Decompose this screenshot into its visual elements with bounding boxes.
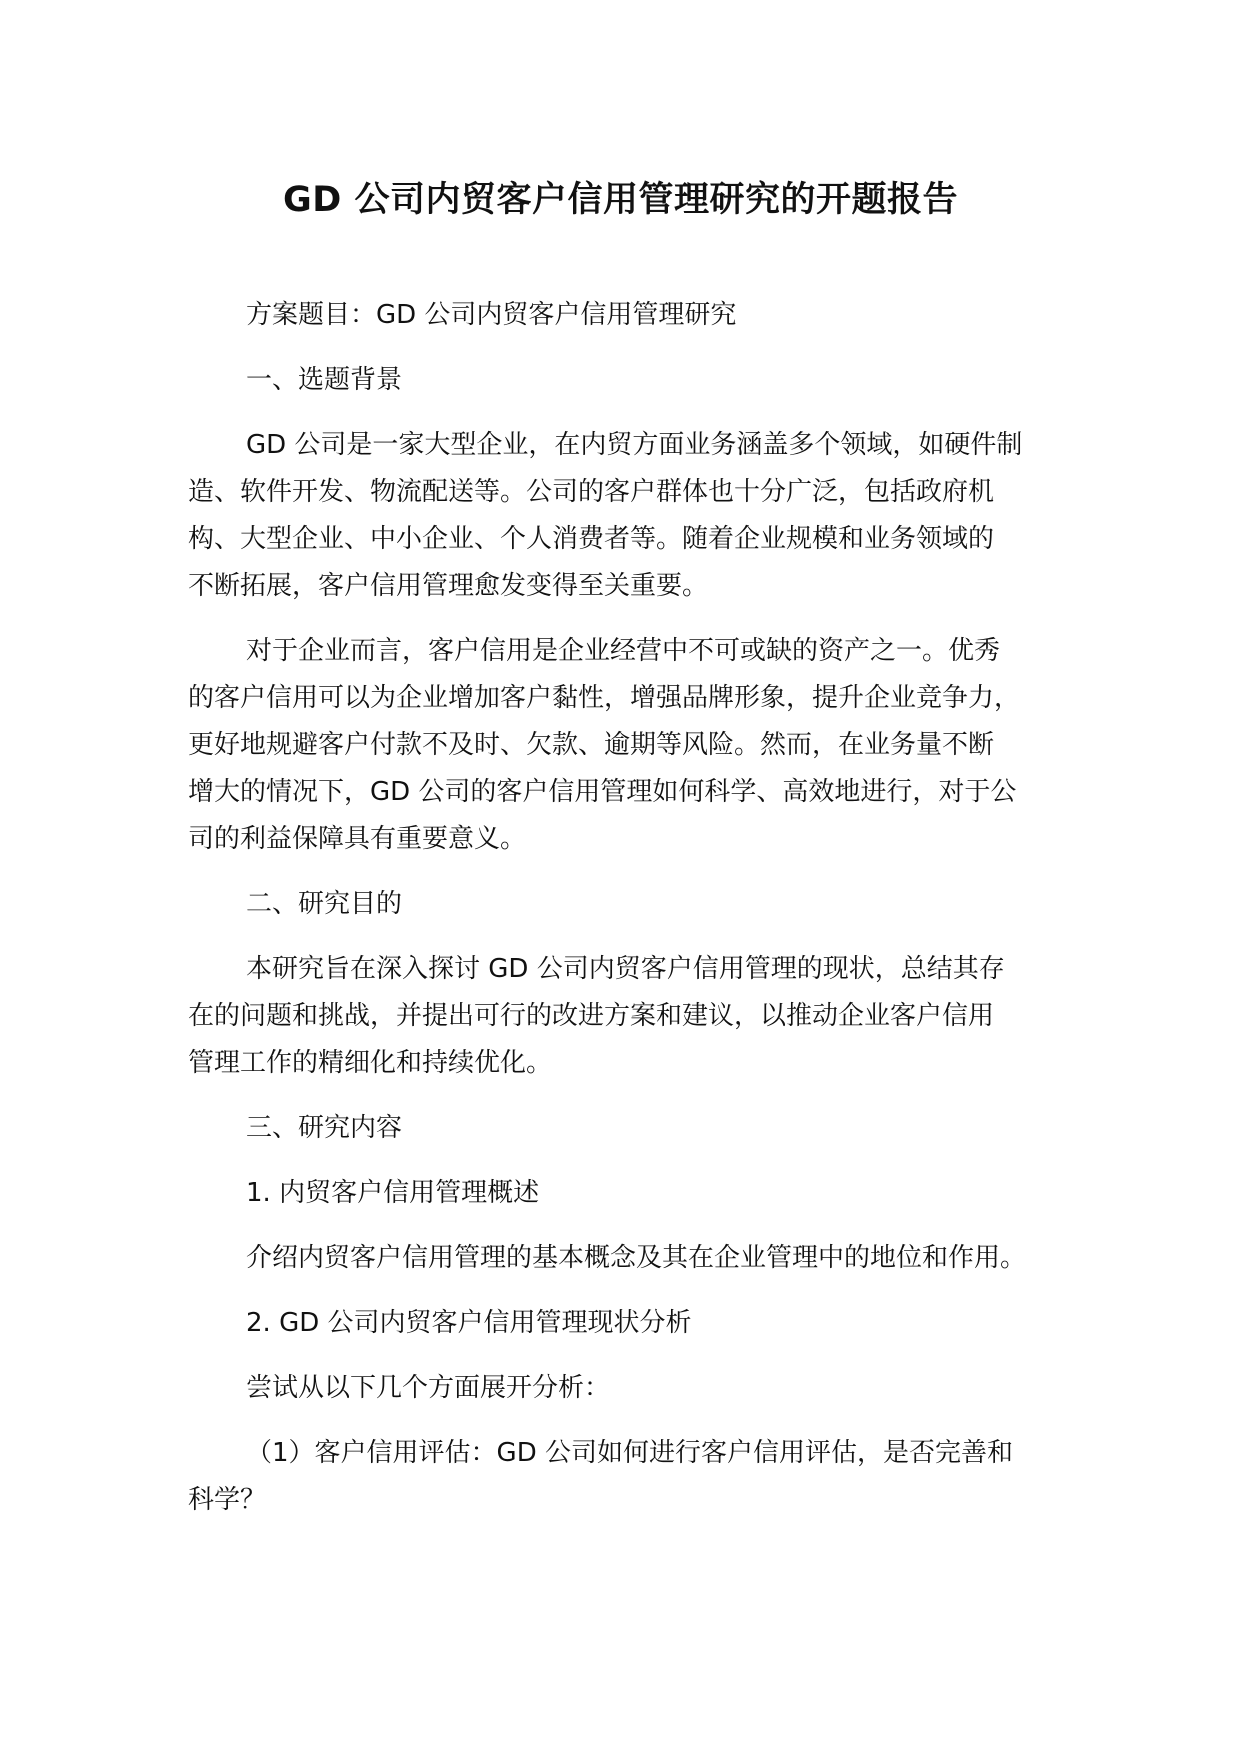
paragraph-background-2: 对于企业而言，客户信用是企业经营中不可或缺的资产之一。优秀 的客户信用可以为企业增加客户黏性，增强品牌形象，提升企业竞争力， 更好地规避客户付款不及时、欠款、逾期等风险。然而，在业务量不断 增大的情况下，GD 公司的客户信用管理如何科学、高效地进行，对于公 司的利益保障具有重要意义。 xyxy=(188,636,1021,854)
section-heading-content: 三、研究内容 xyxy=(246,1113,403,1143)
section-heading-purpose: 二、研究目的 xyxy=(246,889,403,919)
paragraph-purpose: 本研究旨在深入探讨 GD 公司内贸客户信用管理的现状，总结其存 在的问题和挑战，并提出可行的改进方案和建议，以推动企业客户信用 管理工作的精细化和持续优化。 xyxy=(188,954,1005,1078)
section-heading-background: 一、选题背景 xyxy=(246,365,403,395)
list-item-credit-evaluation: （1）客户信用评估：GD 公司如何进行客户信用评估，是否完善和 科学？ xyxy=(188,1438,1013,1515)
paragraph-analysis-intro: 尝试从以下几个方面展开分析： xyxy=(246,1373,611,1403)
document-body xyxy=(188,292,1088,1524)
subheading-overview: 1. 内贸客户信用管理概述 xyxy=(246,1178,540,1208)
proposal-topic: 方案题目：GD 公司内贸客户信用管理研究 xyxy=(246,300,737,330)
document-title: GD 公司内贸客户信用管理研究的开题报告 xyxy=(283,180,958,220)
paragraph-overview: 介绍内贸客户信用管理的基本概念及其在企业管理中的地位和作用。 xyxy=(246,1243,1027,1273)
paragraph-background-1: GD 公司是一家大型企业，在内贸方面业务涵盖多个领域，如硬件制 造、软件开发、物流配送等。公司的客户群体也十分广泛，包括政府机 构、大型企业、中小企业、个人消费者等。随着企业规模和业务领域的 不断拓展，客户信用管理愈发变得至关重要。 xyxy=(188,430,1023,601)
subheading-status-analysis: 2. GD 公司内贸客户信用管理现状分析 xyxy=(246,1308,692,1338)
